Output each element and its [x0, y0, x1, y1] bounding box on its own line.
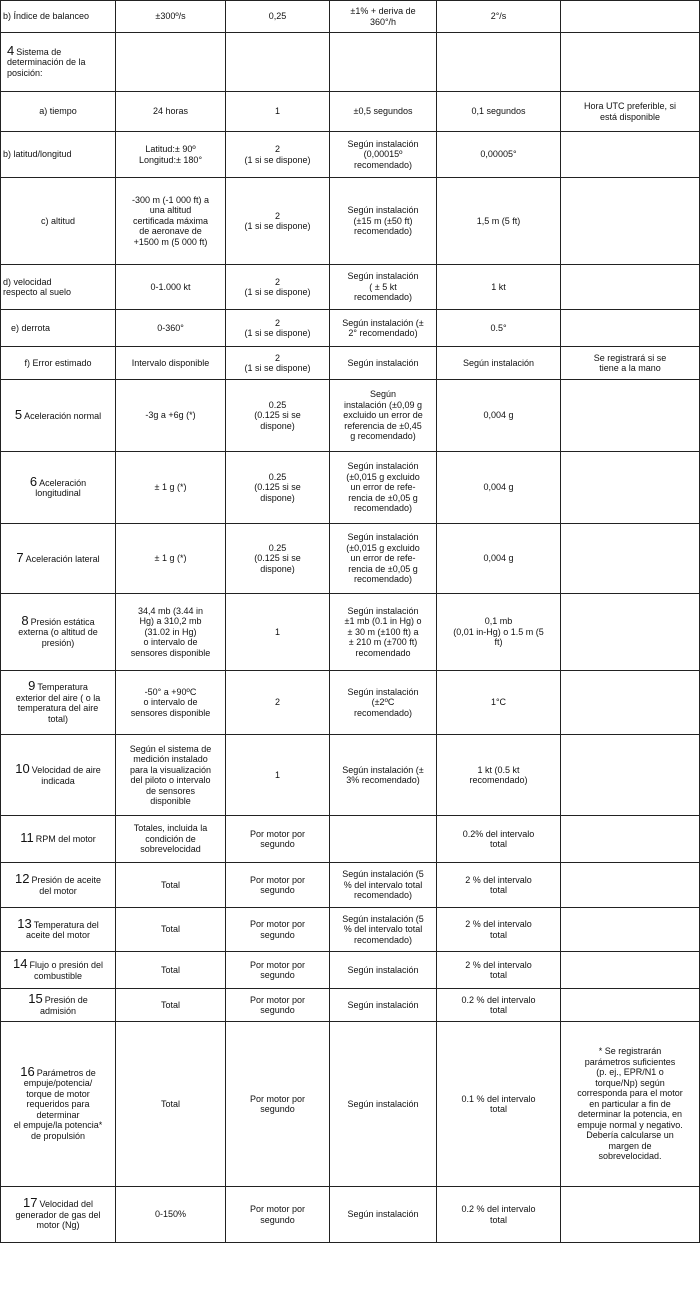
- range-cell: 0-150%: [116, 1187, 226, 1243]
- accuracy-cell: ±0,5 segundos: [330, 92, 437, 132]
- parameter-cell: [1, 33, 116, 92]
- parameter-label: a) tiempo: [39, 106, 77, 117]
- notes-cell: [561, 594, 700, 671]
- table-row: [1, 1, 700, 33]
- resolution-cell: Según instalación: [437, 347, 561, 380]
- range-cell: [116, 33, 226, 92]
- accuracy-cell: Según instalación (±0,015 g excluido un error de refe- rencia de ±0,05 g recomendado): [330, 524, 437, 594]
- parameter-number: 10: [15, 761, 30, 776]
- parameter-number: 6: [29, 473, 38, 489]
- accuracy-cell: Según instalación ( ± 5 kt recomendado): [330, 265, 437, 310]
- parameter-number: 7: [16, 549, 24, 565]
- table-row: [1, 1022, 700, 1187]
- parameter-number: 8: [21, 612, 29, 628]
- accuracy-cell: Según instalación (0,00015º recomendado): [330, 132, 437, 178]
- interval-cell: Por motor por segundo: [226, 863, 330, 908]
- table-row: [1, 524, 700, 594]
- table-row: [1, 952, 700, 989]
- range-cell: -300 m (-1 000 ft) a una altitud certificada máxima de aeronave de +1500 m (5 000 ft): [116, 178, 226, 265]
- accuracy-cell: Según instalación: [330, 347, 437, 380]
- accuracy-cell: Según instalación: [330, 1022, 437, 1187]
- parameter-number: 15: [28, 991, 43, 1006]
- notes-cell: [561, 452, 700, 524]
- interval-cell: 1: [226, 92, 330, 132]
- interval-cell: 2 (1 si se dispone): [226, 347, 330, 380]
- parameter-cell: [1, 816, 116, 863]
- accuracy-cell: Según instalación: [330, 1187, 437, 1243]
- notes-cell: [561, 310, 700, 347]
- accuracy-cell: Según instalación (±2ºC recomendado): [330, 671, 437, 735]
- parameter-label: Flujo o presión del combustible: [29, 960, 103, 981]
- parameter-number: 4: [7, 42, 15, 58]
- interval-cell: 2 (1 si se dispone): [226, 178, 330, 265]
- parameter-cell: [1, 265, 116, 310]
- parameter-cell: [1, 347, 116, 380]
- parameter-label: f) Error estimado: [24, 357, 92, 368]
- interval-cell: Por motor por segundo: [226, 1022, 330, 1187]
- interval-cell: 0.25 (0.125 si se dispone): [226, 452, 330, 524]
- interval-cell: 1: [226, 594, 330, 671]
- parameter-cell: [1, 1022, 116, 1187]
- interval-cell: Por motor por segundo: [226, 908, 330, 952]
- range-cell: Según el sistema de medición instalado para la visualización del piloto o intervalo de sensores disponible: [116, 735, 226, 816]
- parameter-cell: [1, 908, 116, 952]
- table-row: [1, 92, 700, 132]
- parameter-cell: [1, 310, 116, 347]
- table-row: [1, 265, 700, 310]
- range-cell: 24 horas: [116, 92, 226, 132]
- parameter-cell: [1, 380, 116, 452]
- interval-cell: 0.25 (0.125 si se dispone): [226, 380, 330, 452]
- resolution-cell: [437, 33, 561, 92]
- parameter-cell: [1, 989, 116, 1022]
- resolution-cell: 2 % del intervalo total: [437, 863, 561, 908]
- accuracy-cell: Según instalación: [330, 989, 437, 1022]
- range-cell: -50° a +90ºC o intervalo de sensores disponible: [116, 671, 226, 735]
- parameter-cell: [1, 863, 116, 908]
- notes-cell: [561, 33, 700, 92]
- accuracy-cell: Según instalación: [330, 952, 437, 989]
- parameter-label: Presión estática externa (o altitud de presión): [18, 616, 98, 648]
- table-row: [1, 908, 700, 952]
- parameter-label: Temperatura exterior del aire ( o la temperatura del aire total): [15, 682, 101, 724]
- accuracy-cell: Según instalación (±15 m (±50 ft) recomendado): [330, 178, 437, 265]
- interval-cell: 2: [226, 671, 330, 735]
- table-row: [1, 347, 700, 380]
- notes-cell: [561, 380, 700, 452]
- range-cell: Intervalo disponible: [116, 347, 226, 380]
- notes-cell: * Se registrarán parámetros suficientes (p. ej., EPR/N1 o torque/Np) según corresponda para el motor en particular a fin de determinar la potencia, en empuje normal y negativo. Debería calcularse un margen de sobrevelocidad.: [561, 1022, 700, 1187]
- parameter-number: 14: [12, 956, 28, 971]
- parameter-cell: [1, 92, 116, 132]
- range-cell: Totales, incluida la condición de sobrevelocidad: [116, 816, 226, 863]
- interval-cell: Por motor por segundo: [226, 816, 330, 863]
- interval-cell: Por motor por segundo: [226, 989, 330, 1022]
- resolution-cell: 1 kt (0.5 kt recomendado): [437, 735, 561, 816]
- parameter-label: b) latitud/longitud: [3, 149, 72, 160]
- accuracy-cell: Según instalación (± 2° recomendado): [330, 310, 437, 347]
- resolution-cell: 1,5 m (5 ft): [437, 178, 561, 265]
- table-row: [1, 989, 700, 1022]
- resolution-cell: 0.2 % del intervalo total: [437, 1187, 561, 1243]
- accuracy-cell: [330, 816, 437, 863]
- parameter-number: 11: [20, 830, 34, 846]
- parameter-number: 12: [14, 871, 30, 886]
- range-cell: 34,4 mb (3.44 in Hg) a 310,2 mb (31.02 in Hg) o intervalo de sensores disponible: [116, 594, 226, 671]
- range-cell: 0-360°: [116, 310, 226, 347]
- table-row: [1, 310, 700, 347]
- range-cell: ±300º/s: [116, 1, 226, 33]
- accuracy-cell: Según instalación (±0,09 g excluido un error de referencia de ±0,45 g recomendado): [330, 380, 437, 452]
- notes-cell: Hora UTC preferible, si está disponible: [561, 92, 700, 132]
- table-row: [1, 178, 700, 265]
- resolution-cell: 2 % del intervalo total: [437, 908, 561, 952]
- notes-cell: [561, 989, 700, 1022]
- parameter-label: Parámetros de empuje/potencia/ torque de motor requeridos para determinar el empuje/la potencia* de propulsión: [13, 1067, 103, 1141]
- table-row: [1, 132, 700, 178]
- notes-cell: [561, 1187, 700, 1243]
- parameter-cell: [1, 178, 116, 265]
- resolution-cell: 0,004 g: [437, 524, 561, 594]
- range-cell: Total: [116, 989, 226, 1022]
- parameter-number: 9: [28, 678, 36, 693]
- range-cell: Total: [116, 908, 226, 952]
- range-cell: ± 1 g (*): [116, 524, 226, 594]
- resolution-cell: 0.2 % del intervalo total: [437, 989, 561, 1022]
- notes-cell: [561, 1, 700, 33]
- resolution-cell: 2 % del intervalo total: [437, 952, 561, 989]
- accuracy-cell: Según instalación (± 3% recomendado): [330, 735, 437, 816]
- parameter-label: e) derrota: [11, 322, 51, 333]
- parameter-label: Temperatura del aceite del motor: [25, 919, 99, 940]
- notes-cell: [561, 265, 700, 310]
- resolution-cell: 1 kt: [437, 265, 561, 310]
- parameter-cell: [1, 952, 116, 989]
- interval-cell: 2 (1 si se dispone): [226, 132, 330, 178]
- notes-cell: Se registrará si se tiene a la mano: [561, 347, 700, 380]
- parameter-cell: [1, 735, 116, 816]
- table-row: [1, 816, 700, 863]
- table-row: [1, 33, 700, 92]
- range-cell: Total: [116, 863, 226, 908]
- interval-cell: Por motor por segundo: [226, 952, 330, 989]
- resolution-cell: 2°/s: [437, 1, 561, 33]
- parameter-label: Aceleración lateral: [25, 553, 100, 564]
- table-row: [1, 863, 700, 908]
- interval-cell: 0.25 (0.125 si se dispone): [226, 524, 330, 594]
- accuracy-cell: Según instalación (5 % del intervalo total recomendado): [330, 908, 437, 952]
- resolution-cell: 0.2% del intervalo total: [437, 816, 561, 863]
- parameter-label: Presión de admisión: [39, 995, 88, 1016]
- notes-cell: [561, 524, 700, 594]
- parameter-number: 17: [22, 1195, 38, 1211]
- interval-cell: 0,25: [226, 1, 330, 33]
- table-row: [1, 380, 700, 452]
- range-cell: ± 1 g (*): [116, 452, 226, 524]
- notes-cell: [561, 178, 700, 265]
- parameter-cell: [1, 452, 116, 524]
- accuracy-cell: Según instalación (±0,015 g excluido un error de refe- rencia de ±0,05 g recomendado): [330, 452, 437, 524]
- resolution-cell: 1°C: [437, 671, 561, 735]
- parameter-cell: [1, 1187, 116, 1243]
- range-cell: 0-1.000 kt: [116, 265, 226, 310]
- parameter-label: c) altitud: [40, 215, 75, 226]
- parameter-label: Aceleración normal: [24, 410, 102, 421]
- resolution-cell: 0,004 g: [437, 452, 561, 524]
- parameter-label: Aceleración longitudinal: [35, 477, 87, 498]
- parameter-label: Velocidad de aire indicada: [31, 765, 101, 786]
- parameter-number: 16: [20, 1063, 35, 1079]
- parameter-cell: [1, 1, 116, 33]
- notes-cell: [561, 952, 700, 989]
- accuracy-cell: Según instalación ±1 mb (0.1 in Hg) o ± 30 m (±100 ft) a ± 210 m (±700 ft) recomendado: [330, 594, 437, 671]
- table-row: [1, 671, 700, 735]
- table-row: [1, 735, 700, 816]
- table-row: [1, 452, 700, 524]
- range-cell: -3g a +6g (*): [116, 380, 226, 452]
- parameter-number: 5: [14, 406, 23, 422]
- parameter-cell: [1, 671, 116, 735]
- parameter-label: RPM del motor: [35, 834, 96, 845]
- resolution-cell: 0,00005°: [437, 132, 561, 178]
- parameter-label: Presión de aceite del motor: [31, 875, 101, 896]
- range-cell: Total: [116, 1022, 226, 1187]
- resolution-cell: 0.5°: [437, 310, 561, 347]
- resolution-cell: 0,1 mb (0,01 in-Hg) o 1.5 m (5 ft): [437, 594, 561, 671]
- parameter-label: b) Índice de balanceo: [3, 11, 90, 22]
- notes-cell: [561, 816, 700, 863]
- resolution-cell: 0,004 g: [437, 380, 561, 452]
- parameters-table-body: [1, 1, 700, 1243]
- notes-cell: [561, 908, 700, 952]
- table-row: [1, 1187, 700, 1243]
- resolution-cell: 0.1 % del intervalo total: [437, 1022, 561, 1187]
- interval-cell: 2 (1 si se dispone): [226, 310, 330, 347]
- notes-cell: [561, 132, 700, 178]
- interval-cell: Por motor por segundo: [226, 1187, 330, 1243]
- range-cell: Latitud:± 90º Longitud:± 180°: [116, 132, 226, 178]
- parameter-number: 13: [17, 915, 32, 931]
- parameter-label: Sistema de determinación de la posición:: [7, 46, 86, 78]
- parameter-label: d) velocidad respecto al suelo: [3, 276, 72, 297]
- accuracy-cell: ±1% + deriva de 360°/h: [330, 1, 437, 33]
- interval-cell: 2 (1 si se dispone): [226, 265, 330, 310]
- parameter-cell: [1, 132, 116, 178]
- parameter-cell: [1, 524, 116, 594]
- interval-cell: 1: [226, 735, 330, 816]
- parameter-cell: [1, 594, 116, 671]
- accuracy-cell: [330, 33, 437, 92]
- notes-cell: [561, 735, 700, 816]
- parameter-label: Velocidad del generador de gas del motor (Ng): [15, 1199, 101, 1231]
- accuracy-cell: Según instalación (5 % del intervalo total recomendado): [330, 863, 437, 908]
- table-row: [1, 594, 700, 671]
- resolution-cell: 0,1 segundos: [437, 92, 561, 132]
- notes-cell: [561, 671, 700, 735]
- notes-cell: [561, 863, 700, 908]
- range-cell: Total: [116, 952, 226, 989]
- interval-cell: [226, 33, 330, 92]
